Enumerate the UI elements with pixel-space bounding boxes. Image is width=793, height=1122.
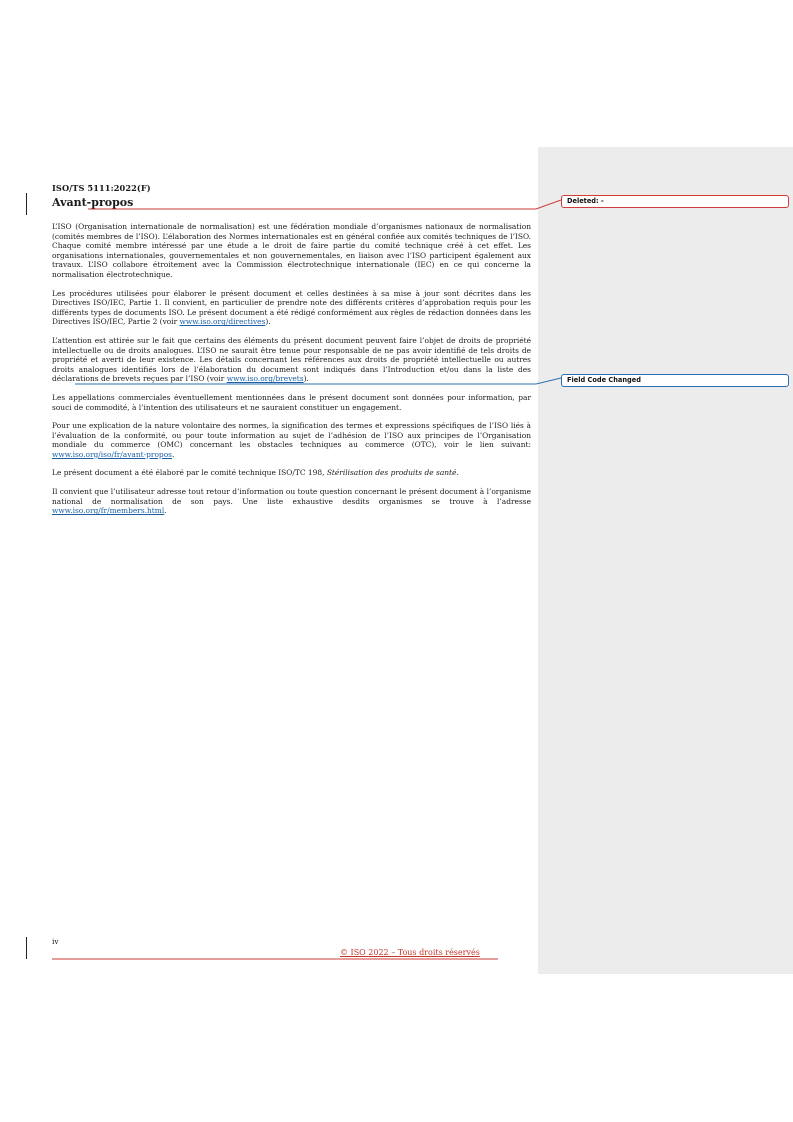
directives-link[interactable]: www.iso.org/directives [179, 317, 266, 327]
field-code-comment-text: Field Code Changed [567, 376, 641, 384]
paragraph-voluntary-nature: Pour une explication de la nature volontaire des normes, la signification des termes et expressions spécifiques de l’ISO liés à l’évaluation de la conformité, ou pour toute information au sujet de l’adhésion de l’ISO aux principes de l’Organisation mondiale du commerce (OMC) concernant les obstacles techniques au commerce (OTC), voir le lien suivant: www.iso.org/iso/fr/avant-propos. [52, 421, 531, 459]
paragraph-iso-description: L’ISO (Organisation internationale de normalisation) est une fédération mondiale d’organismes nationaux de normalisation (comités membres de l’ISO). L’élaboration des Normes internationales est en général confiée aux comités techniques de l’ISO. Chaque comité membre intéressé par une étude a le droit de faire partie du comité technique créé à cet effet. Les organisations internationales, gouvernementales et non gouvernementales, en liaison avec l’ISO participent également aux travaux. L’ISO collabore étroitement avec la Commission électrotechnique internationale (IEC) en ce qui concerne la normalisation électrotechnique. [52, 222, 531, 279]
paragraph-patents: L’attention est attirée sur le fait que certains des éléments du présent document peuvent faire l’objet de droits de propriété intellectuelle ou de droits analogues. L’ISO ne saurait être tenue pour responsable de ne pas avoir identifié de tels droits de propriété et averti de leur existence. Les détails concernant les références aux droits de propriété intellectuelle ou autres droits analogues identifiés lors de l’élaboration du document sont indiqués dans l’Introduction et/ou dans la liste des déclarations de brevets reçues par l’ISO (voir www.iso.org/brevets). [52, 335, 531, 384]
page-title: Avant-propos [52, 196, 134, 209]
field-code-comment-balloon[interactable] [561, 374, 789, 387]
deleted-comment-balloon[interactable] [561, 195, 789, 208]
footer-copyright: © ISO 2022 – Tous droits réservés [340, 948, 480, 957]
patents-link[interactable]: www.iso.org/brevets [226, 374, 304, 384]
paragraph-procedures: Les procédures utilisées pour élaborer le présent document et celles destinées à sa mise à jour sont décrites dans les Directives ISO/IEC, Partie 1. Il convient, en particulier de prendre note des différents critères d’approbation requis pour les différents types de documents ISO. Le présent document a été rédigé conformément aux règles de rédaction données dans les Directives ISO/IEC, Partie 2 (voir www.iso.org/directives). [52, 288, 531, 327]
deleted-comment-text: Deleted: - [567, 197, 604, 205]
paragraph-feedback: Il convient que l’utilisateur adresse tout retour d’information ou toute question concernant le présent document à l’organisme national de normalisation de son pays. Une liste exhaustive desdits organismes se trouve à l’adresse www.iso.org/fr/members.html. [52, 487, 531, 516]
paragraph-trade-names: Les appellations commerciales éventuellement mentionnées dans le présent document sont données pour information, par souci de commodité, à l’intention des utilisateurs et ne sauraient constituer un engagement. [52, 392, 531, 412]
deleted-connector-line [88, 200, 561, 209]
members-link[interactable]: www.iso.org/fr/members.html [52, 506, 165, 516]
field-code-connector-line [75, 378, 561, 384]
page-number: iv [52, 937, 59, 946]
foreword-link[interactable]: www.iso.org/iso/fr/avant-propos [52, 449, 172, 459]
document-reference: ISO/TS 5111:2022(F) [52, 183, 151, 193]
paragraph-committee: Le présent document a été élaboré par le comité technique ISO/TC 198, Stérilisation des produits de santé. [52, 468, 459, 478]
